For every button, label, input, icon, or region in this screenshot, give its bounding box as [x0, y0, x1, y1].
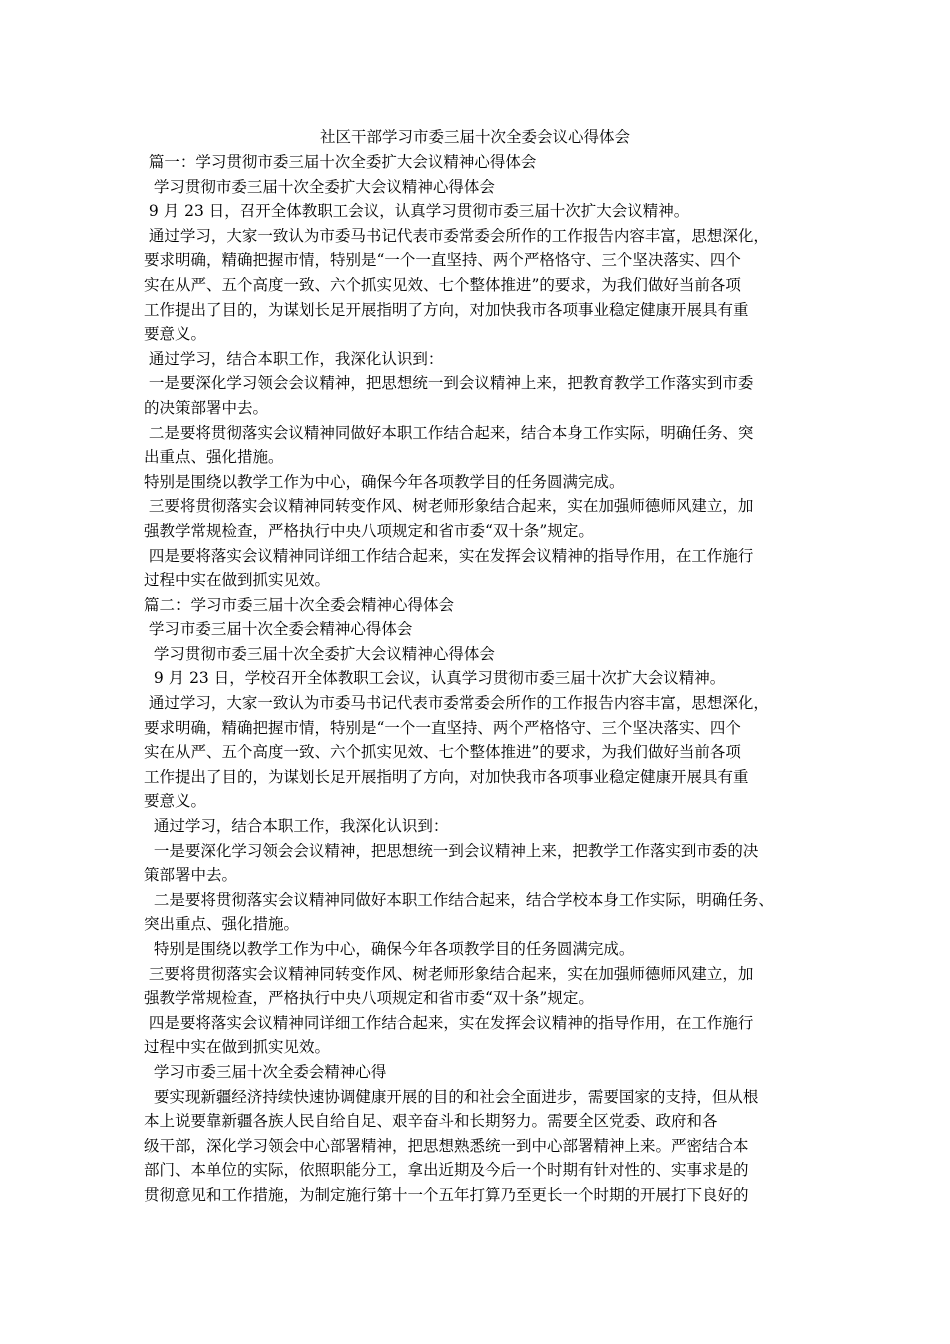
- text-line: 一是要深化学习领会会议精神，把思想统一到会议精神上来，把教学工作落实到市委的决: [144, 841, 759, 860]
- text-line: 9 月 23 日，学校召开全体教职工会议，认真学习贯彻市委三届十次扩大会议精神。: [144, 669, 726, 688]
- text-line: 要实现新疆经济持续快速协调健康开展的目的和社会全面进步，需要国家的支持，但从根: [144, 1087, 759, 1106]
- text-line: 实在从严、五个高度一致、六个抓实见效、七个整体推进”的要求，为我们做好当前各项: [144, 743, 741, 762]
- text-line: 强教学常规检查，严格执行中央八项规定和省市委“双十条”规定。: [144, 521, 594, 540]
- text-line: 学习贯彻市委三届十次全委扩大会议精神心得体会: [144, 177, 495, 196]
- text-line: 部门、本单位的实际，依照职能分工，拿出近期及今后一个时期有针对性的、实事求是的: [144, 1161, 749, 1180]
- text-line: 通过学习，大家一致认为市委马书记代表市委常委会所作的工作报告内容丰富，思想深化，: [144, 226, 769, 245]
- text-line: 三要将贯彻落实会议精神同转变作风、树老师形象结合起来，实在加强师德师风建立，加: [144, 497, 754, 516]
- text-line: 出重点、强化措施。: [144, 448, 284, 467]
- text-line: 特别是围绕以教学工作为中心，确保今年各项教学目的任务圆满完成。: [144, 472, 625, 491]
- text-line: 强教学常规检查，严格执行中央八项规定和省市委“双十条”规定。: [144, 989, 594, 1008]
- text-line: 篇二：学习市委三届十次全委会精神心得体会: [144, 595, 455, 614]
- text-line: 一是要深化学习领会会议精神，把思想统一到会议精神上来，把教育教学工作落实到市委: [144, 374, 754, 393]
- text-line: 本上说要靠新疆各族人民自给自足、艰辛奋斗和长期努力。需要全区党委、政府和各: [144, 1112, 718, 1131]
- text-line: 工作提出了目的，为谋划长足开展指明了方向，对加快我市各项事业稳定健康开展具有重: [144, 300, 749, 319]
- text-line: 篇一：学习贯彻市委三届十次全委扩大会议精神心得体会: [144, 153, 537, 171]
- text-line: 要求明确，精确把握市情，特别是“一个一直坚持、两个严格恪守、三个坚决落实、四个: [144, 251, 741, 270]
- text-line: 三要将贯彻落实会议精神同转变作风、树老师形象结合起来，实在加强师德师风建立，加: [144, 964, 754, 983]
- text-line: 要意义。: [144, 325, 207, 344]
- text-line: 要意义。: [144, 792, 207, 811]
- text-line: 四是要将落实会议精神同详细工作结合起来，实在发挥会议精神的指导作用，在工作施行: [144, 1013, 754, 1032]
- text-line: 学习市委三届十次全委会精神心得: [144, 1062, 387, 1081]
- text-line: 学习市委三届十次全委会精神心得体会: [144, 620, 413, 639]
- text-line: 通过学习，大家一致认为市委马书记代表市委常委会所作的工作报告内容丰富，思想深化，: [144, 694, 769, 713]
- document-body: [144, 150, 816, 1208]
- text-line: 二是要将贯彻落实会议精神同做好本职工作结合起来，结合本身工作实际，明确任务、突: [144, 423, 754, 442]
- text-line: 实在从严、五个高度一致、六个抓实见效、七个整体推进”的要求，为我们做好当前各项: [144, 275, 741, 294]
- text-line: 通过学习，结合本职工作，我深化认识到：: [144, 817, 449, 836]
- text-line: 要求明确，精确把握市情，特别是“一个一直坚持、两个严格恪守、三个坚决落实、四个: [144, 718, 741, 737]
- text-line: 级干部，深化学习领会中心部署精神，把思想熟悉统一到中心部署精神上来。严密结合本: [144, 1136, 749, 1155]
- text-line: 过程中实在做到抓实见效。: [144, 571, 331, 590]
- text-line: 工作提出了目的，为谋划长足开展指明了方向，对加快我市各项事业稳定健康开展具有重: [144, 767, 749, 786]
- text-line: 的决策部署中去。: [144, 398, 269, 417]
- text-line: 突出重点、强化措施。: [144, 915, 300, 934]
- text-line: 四是要将落实会议精神同详细工作结合起来，实在发挥会议精神的指导作用，在工作施行: [144, 546, 754, 565]
- text-line: 学习贯彻市委三届十次全委扩大会议精神心得体会: [144, 644, 495, 663]
- text-line: 二是要将贯彻落实会议精神同做好本职工作结合起来，结合学校本身工作实际，明确任务、: [144, 890, 774, 909]
- text-line: 策部署中去。: [144, 866, 238, 885]
- text-line: 贯彻意见和工作措施，为制定施行第十一个五年打算乃至更长一个时期的开展打下良好的: [144, 1185, 749, 1204]
- document-title: 社区干部学习市委三届十次全委会议心得体会: [319, 128, 630, 146]
- text-line: 过程中实在做到抓实见效。: [144, 1038, 331, 1057]
- text-line: 通过学习，结合本职工作，我深化认识到：: [144, 349, 444, 368]
- text-line: 9 月 23 日，召开全体教职工会议，认真学习贯彻市委三届十次扩大会议精神。: [144, 202, 690, 221]
- text-line: 特别是围绕以教学工作为中心，确保今年各项教学目的任务圆满完成。: [144, 940, 635, 958]
